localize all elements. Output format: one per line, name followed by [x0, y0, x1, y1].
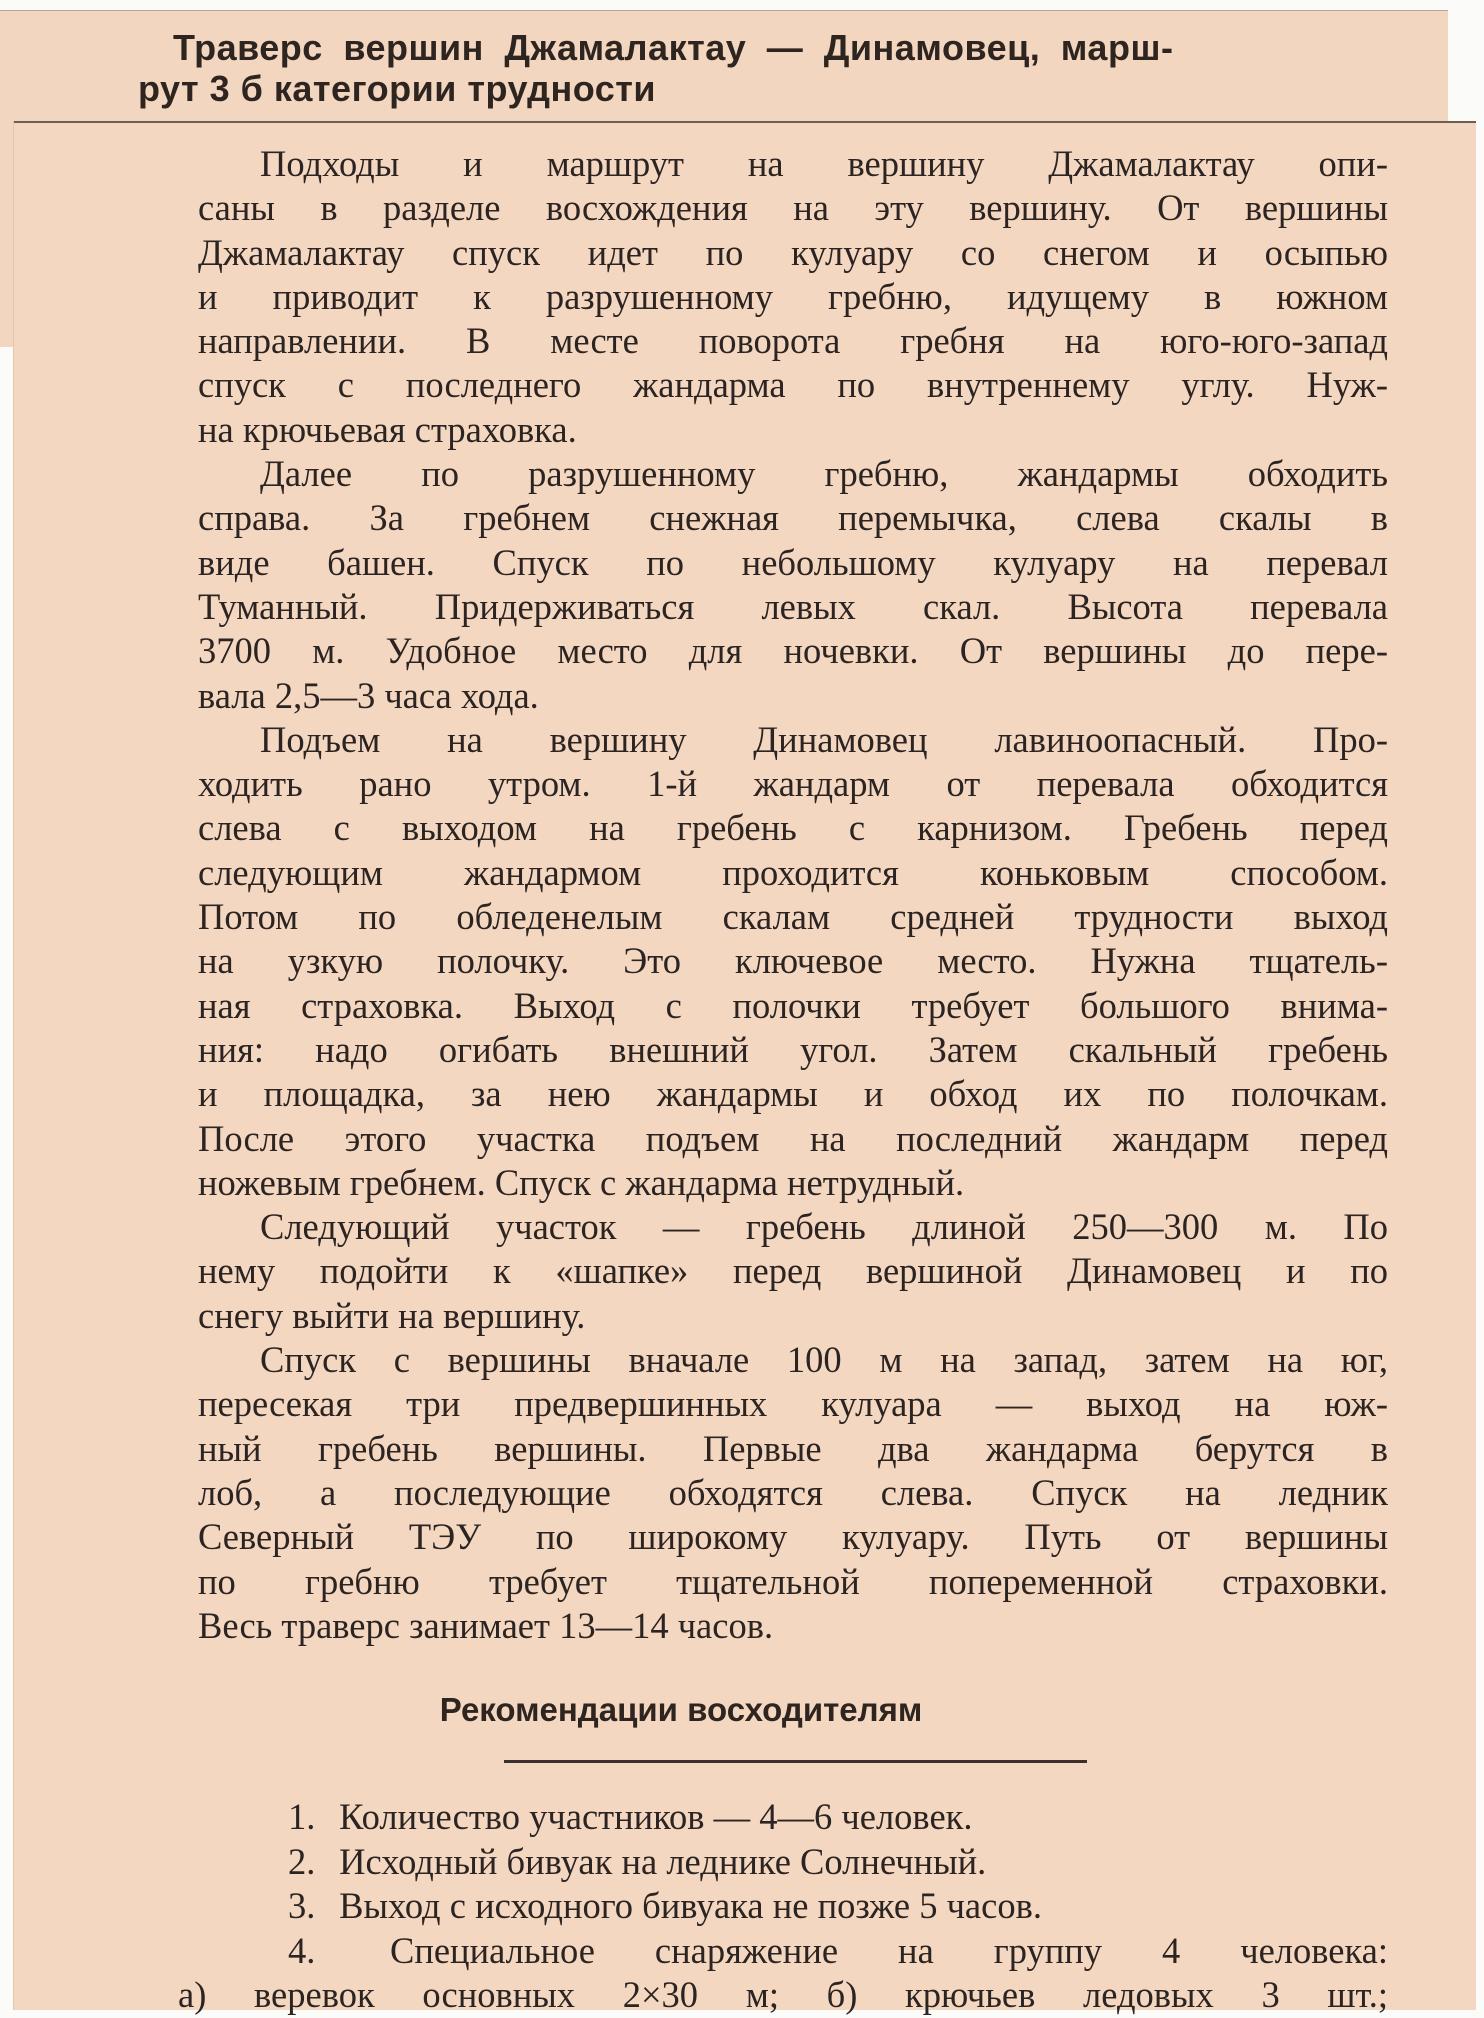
- article-title: [138, 27, 1308, 109]
- item-number: 1.: [288, 1796, 316, 1837]
- title-line-1: Траверс вершин Джамалактау — Динамовец, марш-: [173, 27, 1174, 68]
- body-line: саны в разделе восхождения на эту вершину. От вершины: [198, 187, 1388, 229]
- body-line: снегу выйти на вершину.: [198, 1294, 586, 1336]
- item-number: 4.: [288, 1929, 316, 1971]
- recommendations-list: [178, 1795, 1388, 2018]
- body-line: и площадка, за нею жандармы и обход их по полочкам.: [198, 1073, 1388, 1115]
- body-line: ния: надо огибать внешний угол. Затем скальный гребень: [198, 1028, 1388, 1070]
- body-line: ножевым гребнем. Спуск с жандарма нетрудный.: [198, 1161, 965, 1203]
- body-line: на крючьевая страховка.: [198, 408, 577, 450]
- article-body: [198, 142, 1388, 1648]
- equipment-continuation-line: а) веревок основных 2×30 м; б) крючьев ледовых 3 шт.;: [178, 1974, 1388, 2016]
- body-line: Северный ТЭУ по широкому кулуару. Путь от вершины: [198, 1516, 1388, 1558]
- body-line: Подходы и маршрут на вершину Джамалактау опи-: [260, 143, 1388, 184]
- body-line: Туманный. Придерживаться левых скал. Высота перевала: [198, 585, 1388, 627]
- body-line: Потом по обледенелым скалам средней трудности выход: [198, 896, 1388, 938]
- body-line: Спуск с вершины вначале 100 м на запад, затем на юг,: [260, 1339, 1388, 1381]
- item-text: Количество участников — 4—6 человек.: [339, 1796, 973, 1837]
- recommendation-item: [198, 1840, 1388, 1885]
- body-line: вала 2,5—3 часа хода.: [198, 674, 539, 716]
- item-text: Специальное снаряжение на группу 4 человека:: [389, 1929, 1388, 1971]
- recommendations-heading: Рекомендации восходителям: [439, 1691, 923, 1728]
- title-line-2: рут 3 б категории трудности: [138, 68, 656, 109]
- recommendation-item: [198, 1884, 1388, 1929]
- body-line: Джамалактау спуск идет по кулуару со снегом и осыпью: [198, 231, 1388, 273]
- body-line: нему подойти к «шапке» перед вершиной Динамовец и по: [198, 1250, 1388, 1292]
- body-line: 3700 м. Удобное место для ночевки. От вершины до пере-: [198, 630, 1388, 672]
- body-line: Далее по разрушенному гребню, жандармы обходить: [260, 453, 1388, 495]
- body-line: Следующий участок — гребень длиной 250—300 м. По: [260, 1206, 1388, 1248]
- body-line: слева с выходом на гребень с карнизом. Гребень перед: [198, 807, 1388, 849]
- body-line: справа. За гребнем снежная перемычка, слева скалы в: [198, 497, 1388, 539]
- body-line: ный гребень вершины. Первые два жандарма берутся в: [198, 1427, 1388, 1469]
- body-line: Подъем на вершину Динамовец лавиноопасный. Про-: [260, 718, 1388, 760]
- body-line: по гребню требует тщательной попеременной страховки.: [198, 1560, 1388, 1602]
- item-number: 2.: [288, 1840, 316, 1882]
- body-line: После этого участка подъем на последний жандарм перед: [198, 1117, 1388, 1159]
- body-line: Весь траверс занимает 13—14 часов.: [198, 1604, 774, 1646]
- recommendation-item: [198, 1929, 1388, 1974]
- recommendation-item: [198, 1795, 1388, 1840]
- item-text: Исходный бивуак на леднике Солнечный.: [339, 1840, 987, 1882]
- body-line: следующим жандармом проходится коньковым способом.: [198, 851, 1388, 893]
- body-line: ходить рано утром. 1-й жандарм от перевала обходится: [198, 763, 1388, 805]
- heading-underline-rule: [504, 1760, 1087, 1763]
- body-clipping: [14, 121, 1476, 2016]
- body-line: и приводит к разрушенному гребню, идущему в южном: [198, 275, 1388, 317]
- item-number: 3.: [288, 1885, 316, 1927]
- body-line: виде башен. Спуск по небольшому кулуару на перевал: [198, 541, 1388, 583]
- body-line: на узкую полочку. Это ключевое место. Нужна тщатель-: [198, 940, 1388, 982]
- body-line: направлении. В месте поворота гребня на юго-юго-запад: [198, 320, 1388, 362]
- item-text: Выход с исходного бивуака не позже 5 часов.: [339, 1885, 1042, 1927]
- body-line: ная страховка. Выход с полочки требует большого внима-: [198, 984, 1388, 1026]
- body-line: пересекая три предвершинных кулуара — выход на юж-: [198, 1383, 1388, 1425]
- body-line: спуск с последнего жандарма по внутреннему углу. Нуж-: [198, 364, 1388, 406]
- body-line: лоб, а последующие обходятся слева. Спуск на ледник: [198, 1471, 1388, 1513]
